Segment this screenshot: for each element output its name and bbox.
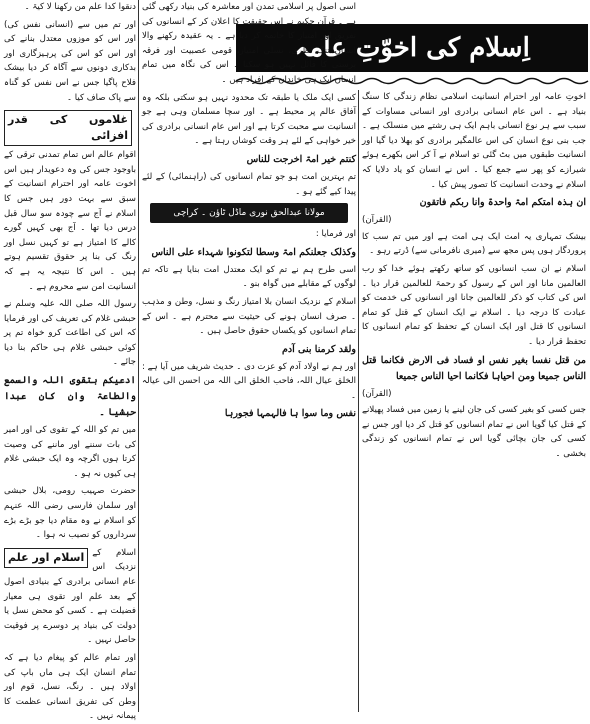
- right-paragraph: جس کسی کو بغیر کسی کی جان لینے یا زمین میں فساد پھیلانے کے قتل کیا گویا اس نے تمام انسانوں کو قتل کر دیا اور جس نے کسی کی جان بچائی گویا اس نے تمام انسانوں کو زندگی بخشی ۔: [362, 405, 586, 459]
- verse-reference: (القرآن): [362, 215, 392, 226]
- mid-paragraph: اسی اصول پر اسلامی تمدن اور معاشرہ کی بنیاد رکھی گئی ہے ۔ قرآن حکیم نے اس حقیقت کا اعلان کر کے انسانوں کی تفریق اور امتیاز کا خاتمہ کر دیا ہے ۔ یہ عقیدہ رکھنے والا انسان تنگ نظری، نسلی امتیاز، قومی عصبیت اور فرقہ پرستی کا قائل نہیں ہو سکتا ۔ اس کی نگاہ میں تمام انسان ایک ہی خاندان کے افراد ہیں ۔: [142, 2, 356, 85]
- left-paragraph: دنقوا کدا علم من رکھنا لا کیۃ ۔: [24, 2, 136, 12]
- middle-column: [142, 0, 356, 712]
- left-paragraph: اور تم میں سے (انسانی نفس کی) اور اس کو موزوں معتدل بنانے کی اور اس کو اس کی پرہیزگاری اور بدکاری دونوں سے آگاہ کر دیا بیشک فلاح پاگیا جس نے اس نفس کو گناہ سے پاک صاف کیا ۔: [4, 19, 136, 103]
- quran-verse: من قتل نفسا بغیر نفس او فساد فی الارض فکانما قتل الناس جمیعا ومن احیاہا فکانما احیا الناس جمیعا: [362, 354, 586, 382]
- column-rule-left: [138, 0, 139, 712]
- left-paragraph: [4, 108, 136, 294]
- mid-paragraph: اسی طرح ہم نے تم کو ایک معتدل امت بنایا ہے تاکہ تم لوگوں کے مقابلے میں گواہ بنو ۔: [142, 264, 356, 290]
- right-paragraph: اسلام نے ان سب انسانوں کو ساتھ رکھتے ہوئے خدا کو رب العالمین مانا اور اس کے رسول کو رحمۃ للعالمین قرار دیا ۔ اس کی کتاب کو ذکر للعالمین جانا اور انسانوں کی خدمت کو عبادت کا درجہ دیا ۔ اسلام نے ایک انسان کے قتل کو تمام انسانوں کا قتل اور ایک انسان کے تحفظ کو تمام انسانوں کا تحفظ قرار دیا ۔: [362, 263, 586, 347]
- quran-verse: وکذلک جعلنکم امۃ وسطا لتکونوا شہداء علی الناس: [151, 246, 356, 258]
- mid-paragraph: کسی ایک ملک یا طبقہ تک محدود نہیں ہو سکتی بلکہ وہ آفاق عالم پر محیط ہے ۔ اور سچا مسلمان وہی ہے جو انسانیت سے محبت کرتا ہے اور اس عام انسانی برادری کی خیر خواہی کے لئے ہر وقت کوشاں رہتا ہے ۔: [142, 92, 356, 147]
- left-column: [4, 0, 136, 722]
- section-heading-islam-knowledge: اسلام اور علم: [4, 548, 88, 568]
- left-paragraph: حضرت صہیب رومی، بلال حبشی اور سلمان فارسی رضی اللہ عنہم کو اسلام نے وہ مقام دیا جو بڑے بڑے سرداروں کو نصیب نہ ہوا ۔: [4, 486, 136, 541]
- left-paragraph-text: اسلام کے نزدیک اس عام انسانی برادری کے بنیادی اصول کے بعد علم اور تقوی ہی معیار فضیلت ہے ۔ کسی کو محض نسل یا دولت کی بنیاد پر دوسرے پر فوقیت حاصل نہیں ۔: [4, 547, 136, 646]
- quran-verse: ولقد کرمنا بنی آدم: [282, 343, 356, 355]
- left-paragraph: اور تمام عالم کو پیغام دیا ہے کہ تمام انسان ایک ہی ماں باپ کی اولاد ہیں ۔ رنگ، نسل، قوم اور وطن کی تفریق انسانی عظمت کا پیمانہ نہیں ۔: [4, 652, 136, 722]
- mid-paragraph: اور فرمایا :: [315, 229, 356, 240]
- quran-verse: کنتم خیر امۃ اخرجت للناس: [246, 153, 356, 165]
- mid-paragraph: اور ہم نے اولاد آدم کو عزت دی ۔ حدیث شریف میں آیا ہے : الخلق عیال اللہ، فاحب الخلق الی اللہ من احسن الی عیالہ ۔: [142, 361, 356, 401]
- right-paragraph: بیشک تمہاری یہ امت ایک ہی امت ہے اور میں تم سب کا پروردگار ہوں پس مجھ سے (میری نافرمانی سے) ڈرتے رہو ۔: [362, 231, 586, 257]
- mid-paragraph: تم بہترین امت ہو جو تمام انسانوں کی (راہنمائی) کے لئے پیدا کیے گئے ہو ۔: [142, 171, 356, 197]
- quran-verse: نفس وما سوا ہا فالہمہا فجورہا: [224, 408, 356, 420]
- author-byline: مولانا عبدالحق نوری ماڈل ٹاؤن ۔ کراچی: [150, 203, 348, 223]
- hadith-quote: ادعیکم بتقوی اللہ والسمع والطاعۃ وان کان عبدا حبشیا ۔: [4, 375, 136, 419]
- section-heading-slaves: غلاموں کی قدر افزائی: [4, 110, 132, 146]
- verse-reference: (القرآن): [362, 388, 392, 399]
- left-paragraph-text: اقوام عالم اس تمام تمدنی ترقی کے باوجود جس کی وہ دعویدار ہیں اس اخوت عامہ اور احترام انسانیت کے سبق سے بہت دور ہیں جس کا اسلام نے آج سے چودہ سو سال قبل درس دیا تھا ۔ آج بھی کہیں گورے کالے کا امتیاز ہے تو کہیں نسل اور رنگ کی بنا پر حقوق تقسیم ہوتے ہیں ۔ اس کا نتیجہ یہ ہے کہ انسانیت امن سے محروم ہے ۔: [4, 150, 136, 292]
- right-column: [362, 90, 586, 712]
- quran-verse: ان ہذہ امتکم امۃ واحدۃ وانا ربکم فاتقون: [419, 197, 586, 209]
- left-paragraph: [4, 546, 136, 648]
- right-paragraph: اخوتِ عامہ اور احترام انسانیت اسلامی نظام زندگی کا سنگ بنیاد ہے ۔ اس عام انسانی برادری اور انسانی مساوات کے سبب سے ہر نوع انسانی باہم ایک ہی رشتے میں منسلک ہے ۔ جب بنی نوع انسان کی اس عالمگیر برادری کو بھلا دیا گیا اور انسانیت طبقوں میں بٹ گئی تو اسلام نے آ کر اس بکھرے ہوئے شیرازے کو پھر سے جمع کیا ۔ اس نے انسان کو یاد دلایا کہ اسلام نے وحدت انسانیت کا تصور پیش کیا ۔: [362, 92, 586, 190]
- left-paragraph: میں تم کو اللہ کے تقوی کی اور امیر کی بات سننے اور ماننے کی وصیت کرتا ہوں اگرچہ وہ ایک حبشی غلام ہی کیوں نہ ہو ۔: [4, 425, 136, 479]
- left-paragraph: رسول اللہ صلی اللہ علیہ وسلم نے حبشی غلام کی تعریف کی اور فرمایا کہ اس کی اطاعت کرو خواہ تم پر کوئی حبشی غلام ہی حاکم بنا دیا جائے ۔: [4, 299, 136, 368]
- article-title: اِسلام کی اخوّتِ عامہ: [294, 33, 530, 63]
- mid-paragraph: اسلام کے نزدیک انسان بلا امتیاز رنگ و نسل، وطن و مذہب ۔ صرف انسان ہونے کی حیثیت سے محترم ہے ۔ اس کے تمام انسانوں کو یکساں حقوق حاصل ہیں ۔: [142, 296, 356, 337]
- column-rule-right: [358, 90, 359, 712]
